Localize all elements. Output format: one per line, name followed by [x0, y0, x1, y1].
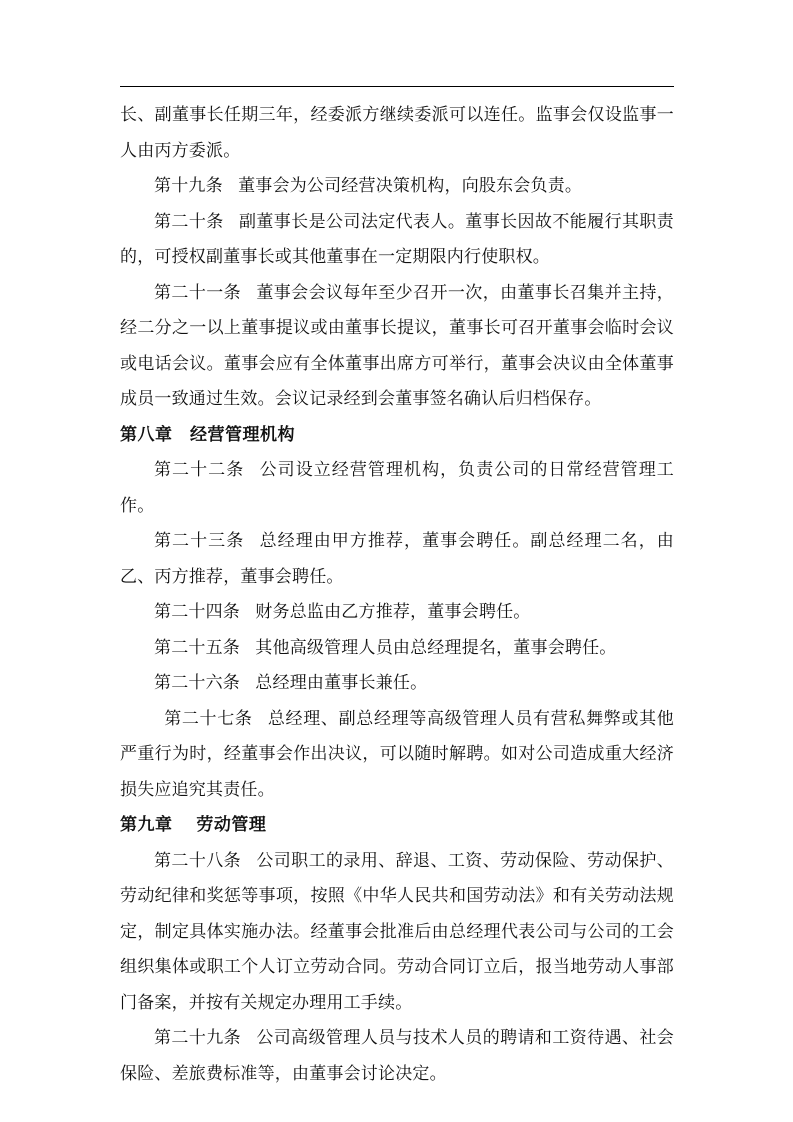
article-27: [120, 702, 674, 809]
continuation-paragraph: 长、副董事长任期三年，经委派方继续委派可以连任。监事会仅设监事一人由丙方委派。: [120, 105, 674, 161]
article-text: 总经理由董事长兼任。: [255, 673, 428, 693]
article-number: 第二十五条: [154, 637, 240, 658]
article-29: [120, 1021, 674, 1092]
article-text: 公司高级管理人员与技术人员的聘请和工资待遇、社会保险、差旅费标准等，由董事会讨论决定。: [120, 1028, 674, 1084]
article-text: 董事会为公司经营决策机构，向股东会负责。: [238, 176, 583, 196]
article-text: 公司设立经营管理机构，负责公司的日常经营管理工作。: [120, 460, 674, 516]
article-22: [120, 453, 674, 524]
article-number: 第二十九条: [154, 1028, 242, 1048]
chapter-9-heading: 第九章 劳动管理: [120, 815, 267, 835]
article-number: 第二十一条: [154, 282, 242, 303]
article-number: 第二十六条: [154, 673, 240, 693]
article-number: 第二十三条: [154, 531, 245, 551]
article-number: 第二十条: [154, 211, 224, 232]
article-number: 第二十二条: [154, 460, 245, 480]
article-number: 第二十八条: [154, 850, 242, 871]
article-28: [120, 844, 674, 1022]
article-number: 第二十七条: [164, 708, 253, 729]
article-text: 副董事长是公司法定代表人。董事长因故不能履行其职责的，可授权副董事长或其他董事在一定期限内行使职权。: [120, 211, 675, 267]
article-text: 总经理由甲方推荐，董事会聘任。副总经理二名，由乙、丙方推荐，董事会聘任。: [120, 531, 674, 587]
header-rule: [120, 86, 674, 87]
article-text: 其他高级管理人员由总经理提名，董事会聘任。: [255, 637, 617, 658]
article-26: [120, 666, 674, 702]
chapter-8-heading: 第八章 经营管理机构: [120, 424, 295, 445]
article-19: [120, 169, 674, 205]
document-body: [120, 98, 674, 1092]
article-text: 公司职工的录用、辞退、工资、劳动保险、劳动保护、劳动纪律和奖惩等事项，按照《中华人民共和国劳动法》和有关劳动法规定，制定具体实施办法。经董事会批准后由总经理代表公司与公司的工会组织集体或职工个人订立劳动合同。劳动合同订立后，报当地劳动人事部门备案，并按有关规定办理用工手续。: [120, 850, 674, 1013]
article-number: 第二十四条: [154, 602, 240, 622]
article-text: 总经理、副总经理等高级管理人员有营私舞弊或其他严重行为时，经董事会作出决议，可以随时解聘。如对公司造成重大经济损失应追究其责任。: [120, 708, 674, 800]
article-23: [120, 524, 674, 595]
article-text: 董事会会议每年至少召开一次，由董事长召集并主持，经二分之一以上董事提议或由董事长提议，董事长可召开董事会临时会议或电话会议。董事会应有全体董事出席方可举行，董事会决议由全体董事成员一致通过生效。会议记录经到会董事签名确认后归档保存。: [120, 282, 674, 409]
article-25: [120, 631, 674, 667]
article-21: [120, 276, 674, 418]
article-number: 第十九条: [154, 176, 223, 196]
article-20: [120, 205, 674, 276]
article-text: 财务总监由乙方推荐，董事会聘任。: [255, 602, 531, 622]
article-24: [120, 595, 674, 631]
